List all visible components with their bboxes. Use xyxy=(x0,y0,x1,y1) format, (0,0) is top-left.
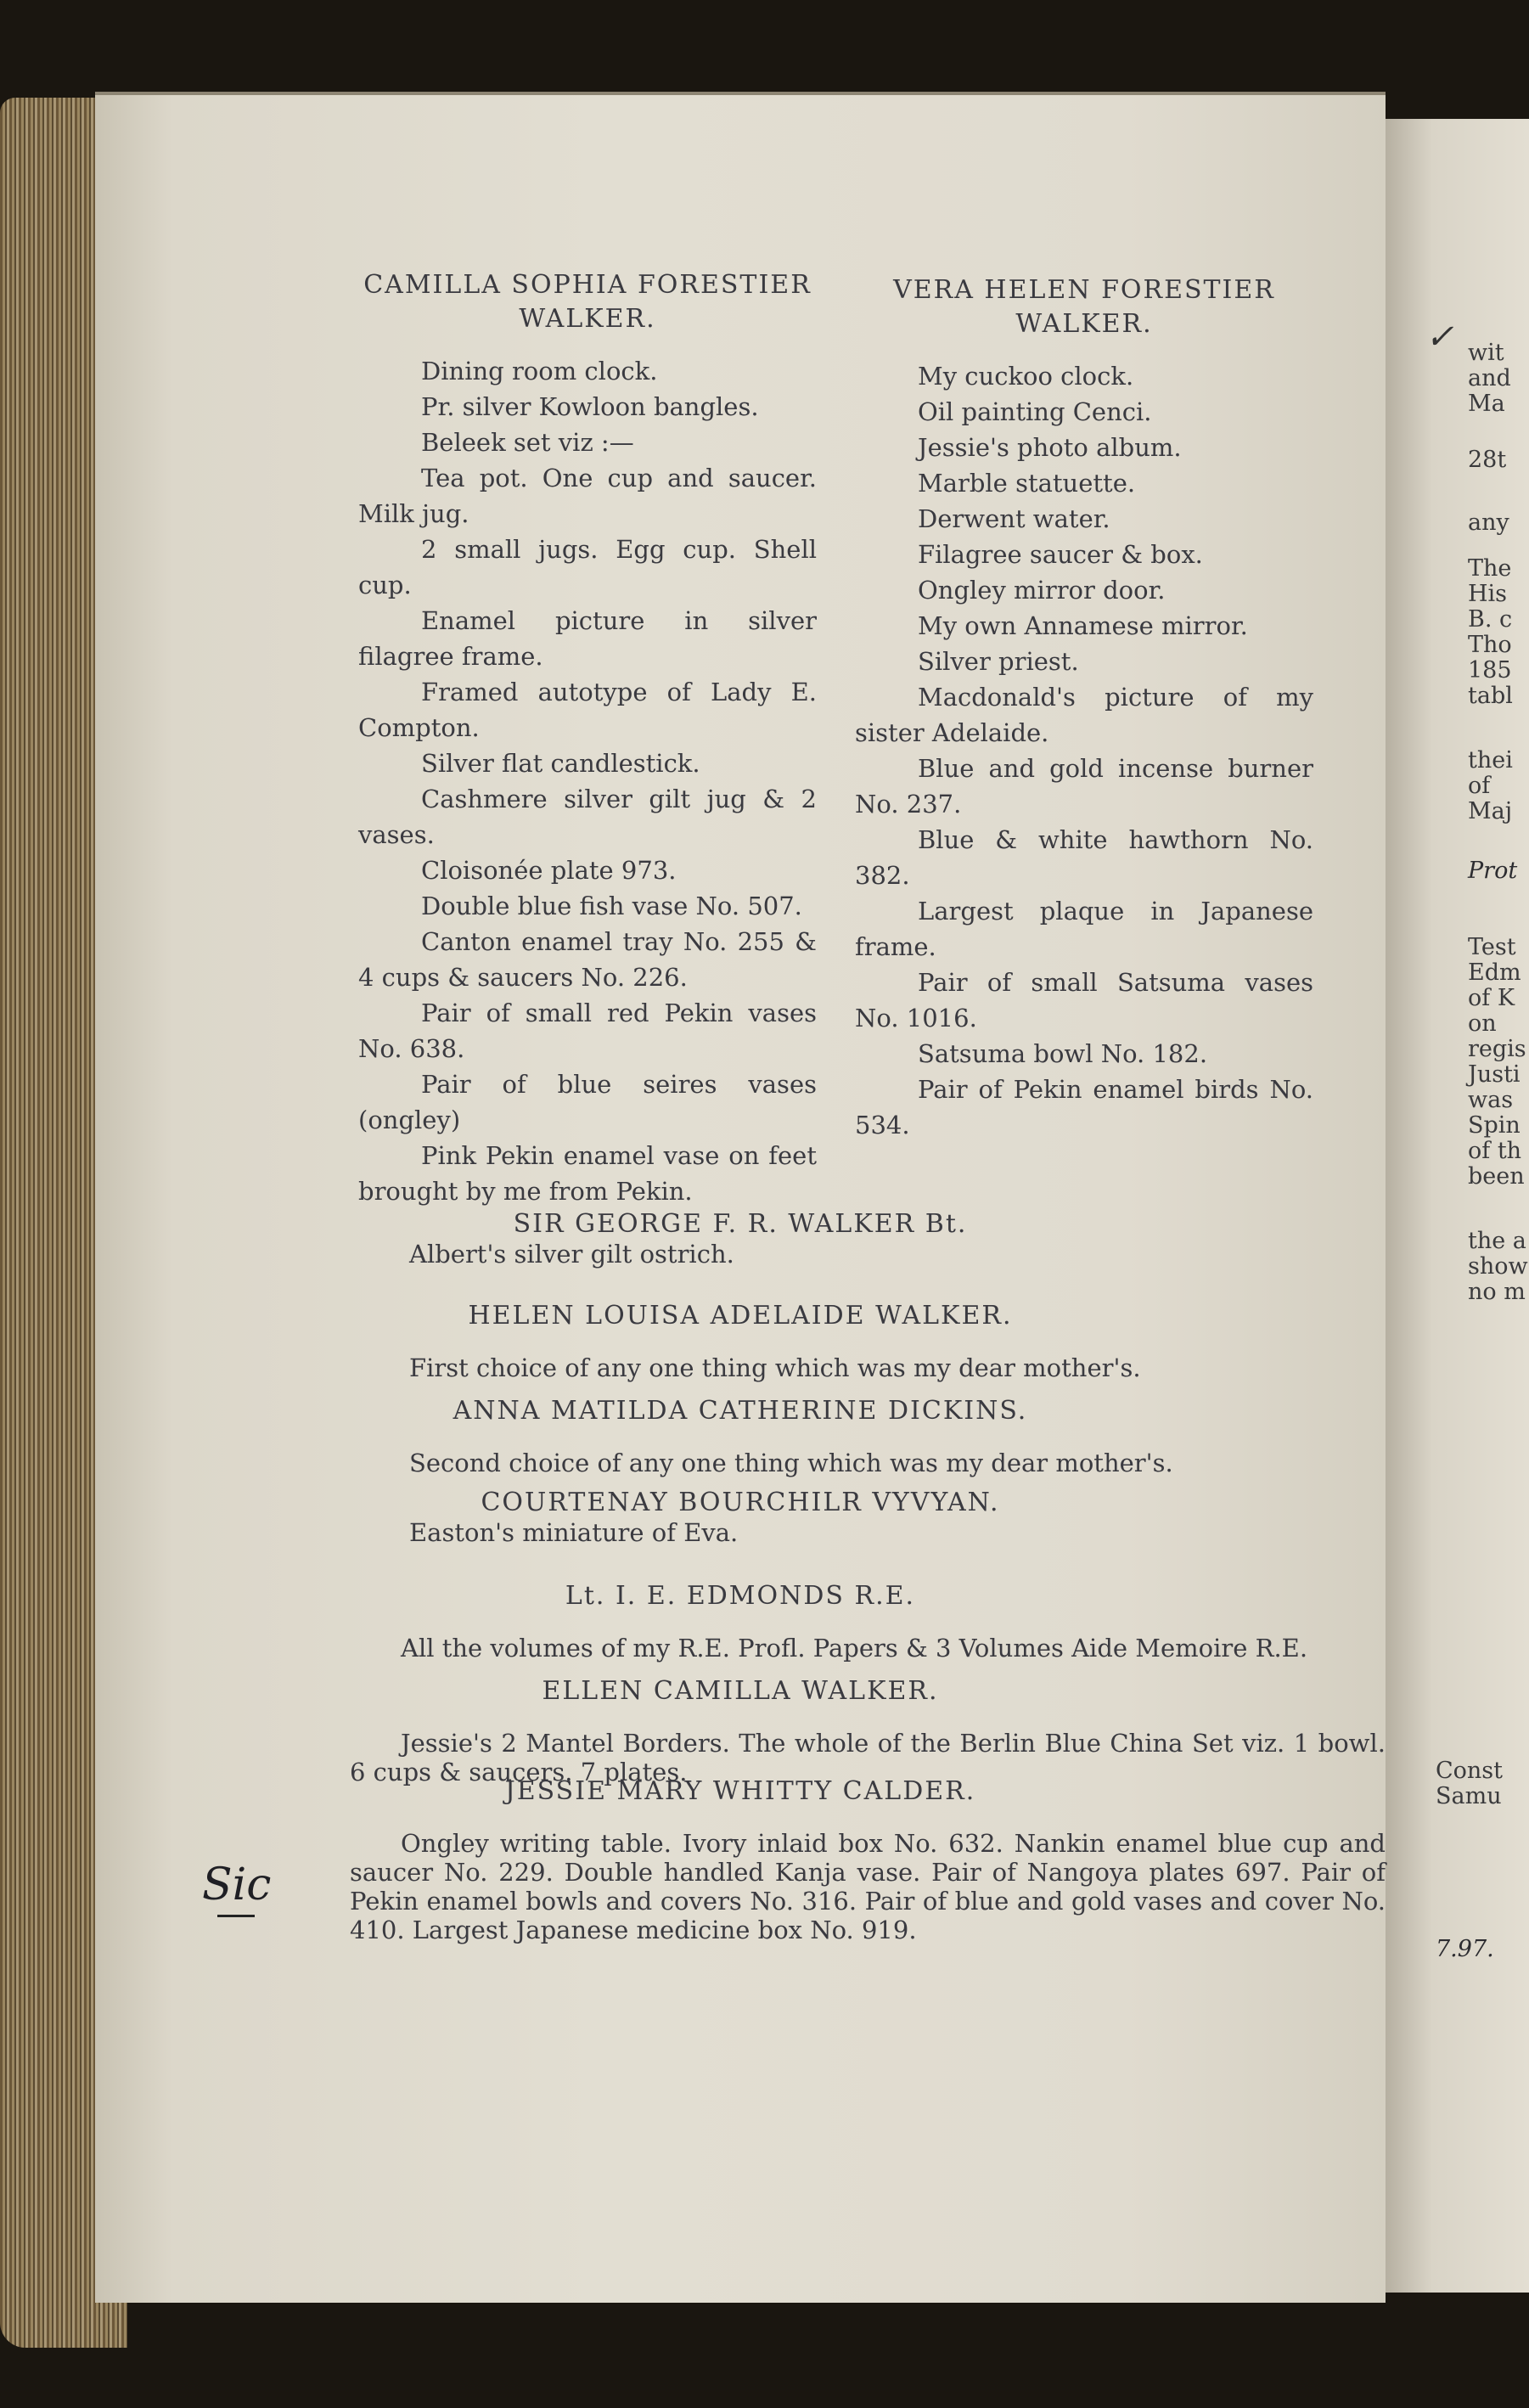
facing-page-fragment: regis xyxy=(1468,1036,1526,1062)
section-body: Jessie's 2 Mantel Borders. The whole of the Berlin Blue China Set viz. 1 bowl. 6 cups & saucers. 7 plates. xyxy=(350,1729,1386,1786)
facing-page-fragment: Justi xyxy=(1468,1061,1521,1088)
list-item: Pr. silver Kowloon bangles. xyxy=(421,392,759,421)
list-item: Ongley mirror door. xyxy=(918,576,1166,605)
facing-page-fragment: Const xyxy=(1436,1758,1504,1784)
section-heading: ELLEN CAMILLA WALKER. xyxy=(542,1676,939,1706)
document-page xyxy=(95,92,1386,2303)
facing-page-fragment: Prot xyxy=(1468,858,1518,884)
list-item: Largest plaque in Japanese frame. xyxy=(855,897,1313,961)
facing-page xyxy=(1363,119,1529,2293)
facing-page-fragment: Spin xyxy=(1468,1112,1521,1139)
facing-page-fragment: Maj xyxy=(1468,798,1513,824)
facing-page-fragment: any xyxy=(1468,509,1509,536)
list-item: Cashmere silver gilt jug & 2 vases. xyxy=(358,785,817,849)
facing-page-fragment: of th xyxy=(1468,1138,1522,1164)
list-item: Blue and gold incense burner No. 237. xyxy=(855,754,1313,819)
facing-page-fragment: Ma xyxy=(1468,391,1505,417)
facing-page-fragment: Edm xyxy=(1468,959,1521,986)
list-item: Pair of small red Pekin vases No. 638. xyxy=(358,999,817,1063)
section-body: Ongley writing table. Ivory inlaid box No. 632. Nankin enamel blue cup and saucer No. 229. Double handled Kanja vase. Pair of Nangoya plates 697. Pair of Pekin enamel bowls and covers No. 316. Pair of blue and gold vases and cover No. 410. Largest Japanese medicine box No. 919. xyxy=(350,1829,1386,1944)
facing-page-fragment: Test xyxy=(1468,934,1516,960)
list-item: Dining room clock. xyxy=(421,357,658,385)
facing-page-fragments xyxy=(1368,119,1528,2157)
section-heading: Lt. I. E. EDMONDS R.E. xyxy=(565,1581,916,1611)
section-heading: HELEN LOUISA ADELAIDE WALKER. xyxy=(468,1301,1013,1331)
list-item: Marble statuette. xyxy=(918,469,1136,498)
facing-page-fragment: been xyxy=(1468,1163,1525,1190)
facing-page-fragment: B. c xyxy=(1468,606,1513,633)
list-item: Derwent water. xyxy=(918,504,1110,533)
left-column-heading xyxy=(358,268,817,336)
facing-page-fragment: of K xyxy=(1468,985,1515,1011)
list-item: Cloisonée plate 973. xyxy=(421,856,677,885)
facing-page-fragment: of xyxy=(1468,773,1491,799)
section-heading: SIR GEORGE F. R. WALKER Bt. xyxy=(513,1209,968,1239)
left-heading-line1: CAMILLA SOPHIA FORESTIER xyxy=(363,270,812,300)
list-item: Oil painting Cenci. xyxy=(918,397,1152,426)
section-body: Albert's silver gilt ostrich. xyxy=(409,1240,734,1269)
facing-page-fragment: 7.97. xyxy=(1436,1936,1494,1962)
right-heading-line1: VERA HELEN FORESTIER xyxy=(893,275,1275,305)
list-item: 2 small jugs. Egg cup. Shell cup. xyxy=(358,535,817,599)
list-item: Canton enamel tray No. 255 & 4 cups & saucers No. 226. xyxy=(358,927,817,992)
list-item: Jessie's photo album. xyxy=(918,433,1182,462)
section-body: Second choice of any one thing which was my dear mother's. xyxy=(409,1449,1173,1477)
left-heading-line2: WALKER. xyxy=(519,304,656,334)
list-item: Beleek set viz :— xyxy=(421,428,634,457)
facing-page-fragment: The xyxy=(1468,555,1512,582)
check-mark: ✓ xyxy=(1425,318,1454,357)
margin-note-underline xyxy=(217,1915,255,1917)
facing-page-fragment: was xyxy=(1468,1087,1514,1113)
facing-page-fragment: show xyxy=(1468,1253,1528,1280)
list-item: Macdonald's picture of my sister Adelaide. xyxy=(855,683,1313,747)
section-body: First choice of any one thing which was my dear mother's. xyxy=(409,1353,1141,1382)
list-item: Filagree saucer & box. xyxy=(918,540,1203,569)
list-item: Silver flat candlestick. xyxy=(421,749,700,778)
list-item: My own Annamese mirror. xyxy=(918,611,1248,640)
margin-note-sic: Sic xyxy=(202,1859,272,1910)
facing-page-fragment: Samu xyxy=(1436,1783,1502,1809)
list-item: My cuckoo clock. xyxy=(918,362,1134,391)
section-heading: JESSIE MARY WHITTY CALDER. xyxy=(504,1776,976,1806)
list-item: Pair of small Satsuma vases No. 1016. xyxy=(855,968,1313,1032)
list-item: Pink Pekin enamel vase on feet brought by me from Pekin. xyxy=(358,1141,817,1206)
left-items-list xyxy=(358,353,817,1209)
facing-page-fragment: Tho xyxy=(1468,632,1512,658)
list-item: Enamel picture in silver filagree frame. xyxy=(358,606,817,671)
list-item: Satsuma bowl No. 182. xyxy=(918,1039,1208,1068)
right-heading-line2: WALKER. xyxy=(1015,309,1153,339)
list-item: Silver priest. xyxy=(918,647,1079,676)
facing-page-fragment: wit xyxy=(1468,340,1504,366)
section-body: Easton's miniature of Eva. xyxy=(409,1518,739,1547)
list-item: Pair of blue seires vases (ongley) xyxy=(358,1070,817,1134)
facing-page-fragment: and xyxy=(1468,365,1511,391)
facing-page-fragment: tabl xyxy=(1468,683,1513,709)
list-item: Double blue fish vase No. 507. xyxy=(421,892,802,920)
facing-page-fragment: 28t xyxy=(1468,447,1507,473)
list-item: Blue & white hawthorn No. 382. xyxy=(855,825,1313,890)
list-item: Tea pot. One cup and saucer. Milk jug. xyxy=(358,464,817,528)
facing-page-fragment: thei xyxy=(1468,747,1513,774)
section-heading: ANNA MATILDA CATHERINE DICKINS. xyxy=(453,1396,1028,1426)
facing-page-fragment: His xyxy=(1468,581,1508,607)
facing-page-fragment: no m xyxy=(1468,1279,1526,1305)
section-body: All the volumes of my R.E. Profl. Papers & 3 Volumes Aide Memoire R.E. xyxy=(401,1634,1308,1663)
right-items-list xyxy=(855,358,1313,1143)
right-column xyxy=(855,273,1313,1143)
facing-page-fragment: the a xyxy=(1468,1228,1526,1254)
left-column xyxy=(358,268,817,1209)
list-item: Framed autotype of Lady E. Compton. xyxy=(358,678,817,742)
facing-page-fragment: on xyxy=(1468,1010,1497,1037)
right-column-heading xyxy=(855,273,1313,341)
facing-page-fragment: 185 xyxy=(1468,657,1512,684)
section-heading: COURTENAY BOURCHILR VYVYAN. xyxy=(481,1488,1000,1517)
list-item: Pair of Pekin enamel birds No. 534. xyxy=(855,1075,1313,1139)
